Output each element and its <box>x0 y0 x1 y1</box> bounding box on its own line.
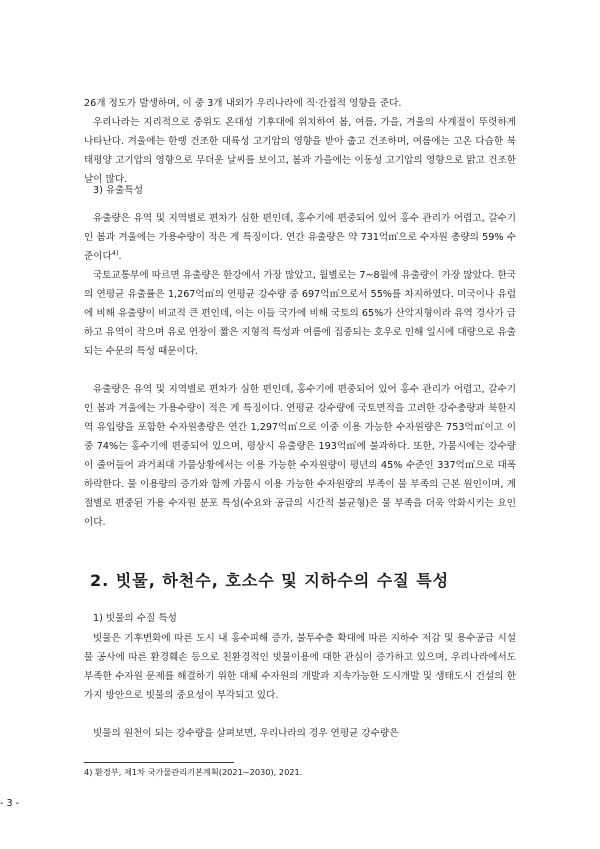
runoff-heading: 3) 유출특성 <box>93 185 143 196</box>
runoff-paragraph-1 <box>84 209 516 266</box>
footnote-ref: 4) <box>111 248 119 257</box>
runoff-paragraph-3: 유출량은 유역 및 지역별로 편차가 심한 편인데, 홍수기에 편중되어 있어 홍수 관리가 어렵고, 갈수기인 봄과 겨울에는 가용수량이 적은 게 특징이다. 연평균 강수량에 국토면적을 고려한 강수총량과 북한지역 유입량을 포함한 수자원총량은 연간 1,297억㎥으로 이중 이용 가능한 수자원량은 753억㎥이고 이 중 74%는 홍수기에 편중되어 있으며, 평상시 유출량은 193억㎥에 불과하다. 또한, 가뭄시에는 강수량이 줄어들어 과거최대 가뭄상황에서는 이용 가능한 수자원량이 평년의 45% 수준인 337억㎥으로 대폭 하락한다. 물 이용량의 증가와 함께 가뭄시 이용 가능한 수자원량의 부족이 물 부족의 근본 원인이며, 계절별로 편중된 가용 수자원 분포 특성(수요와 공급의 시간적 불균형)은 물 부족을 더욱 악화시키는 요인이다. <box>84 384 516 528</box>
intro-line: 26개 정도가 발생하며, 이 중 3개 내외가 우리나라에 직·간접적 영향을 준다. <box>84 98 402 109</box>
runoff-paragraph-2-block <box>84 266 516 361</box>
section-title: 2. 빗물, 하천수, 호소수 및 지하수의 수질 특성 <box>90 571 450 590</box>
rainwater-heading-block <box>84 609 516 628</box>
rainwater-heading: 1) 빗물의 수질 특성 <box>93 613 177 624</box>
runoff-paragraph-3-block <box>84 380 516 532</box>
runoff-paragraph-1-text: 유출량은 유역 및 지역별로 편차가 심한 편인데, 홍수기에 편중되어 있어 홍수 관리가 어렵고, 갈수기인 봄과 겨울에는 가용수량이 적은 게 특징이다. 연간 유출량은 약 731억㎥으로 수자원 총량의 59% 수준이다 <box>84 213 516 262</box>
climate-paragraph-block <box>84 113 516 189</box>
rainwater-paragraph-2-block <box>84 724 516 743</box>
footnote-divider <box>84 762 234 763</box>
climate-paragraph: 우리나라는 지리적으로 중위도 온대성 기후대에 위치하여 봄, 여름, 가을, 겨울의 사계절이 뚜렷하게 나타난다. 겨울에는 한랭 건조한 대륙성 고기압의 영향을 받아 춥고 건조하며, 여름에는 고온 다습한 북태평양 고기압의 영향으로 무더운 날씨를 보이고, 봄과 가을에는 이동성 고기압의 영향으로 맑고 건조한 날이 많다. <box>84 117 516 185</box>
runoff-heading-block <box>84 181 516 200</box>
rainwater-paragraph-2: 빗물의 원천이 되는 강수량을 살펴보면, 우리나라의 경우 연평균 강수량은 <box>93 728 399 739</box>
rainwater-paragraph-1: 빗물은 기후변화에 따른 도시 내 홍수피해 증가, 불투수층 확대에 따른 지하수 저감 및 용수공급 시설물 공사에 따른 환경훼손 등으로 친환경적인 빗물이용에 대한 관심이 증가하고 있으며, 우리나라에서도 부족한 수자원 문제를 해결하기 위한 대체 수자원의 개발과 지속가능한 도시개발 및 생태도시 건설의 한 가지 방안으로 빗물의 중요성이 부각되고 있다. <box>84 633 516 701</box>
footnote: 4) 환경부, 제1차 국가물관리기본계획(2021~2030), 2021. <box>84 767 303 777</box>
intro-block <box>84 94 516 113</box>
runoff-paragraph-1-block <box>84 209 516 266</box>
rainwater-paragraph-1-block <box>84 629 516 705</box>
runoff-paragraph-1-end: . <box>118 251 122 262</box>
page-number: - 3 - <box>0 798 20 809</box>
runoff-paragraph-2: 국토교통부에 따르면 유출량은 한강에서 가장 많았고, 월별로는 7~8월에 유출량이 가장 많았다. 한국의 연평균 유출률은 1,267억㎥의 연평균 강수량 중 697억㎥으로서 55%를 차지하였다. 미국이나 유럽에 비해 유출량이 비교적 큰 편인데, 이는 이들 국가에 비해 국토의 65%가 산악지형이라 유역 경사가 급하고 유역이 작으며 유로 연장이 짧은 지형적 특성과 여름에 집중되는 호우로 인해 일시에 대량으로 유출되는 수문의 특성 때문이다. <box>84 270 516 357</box>
